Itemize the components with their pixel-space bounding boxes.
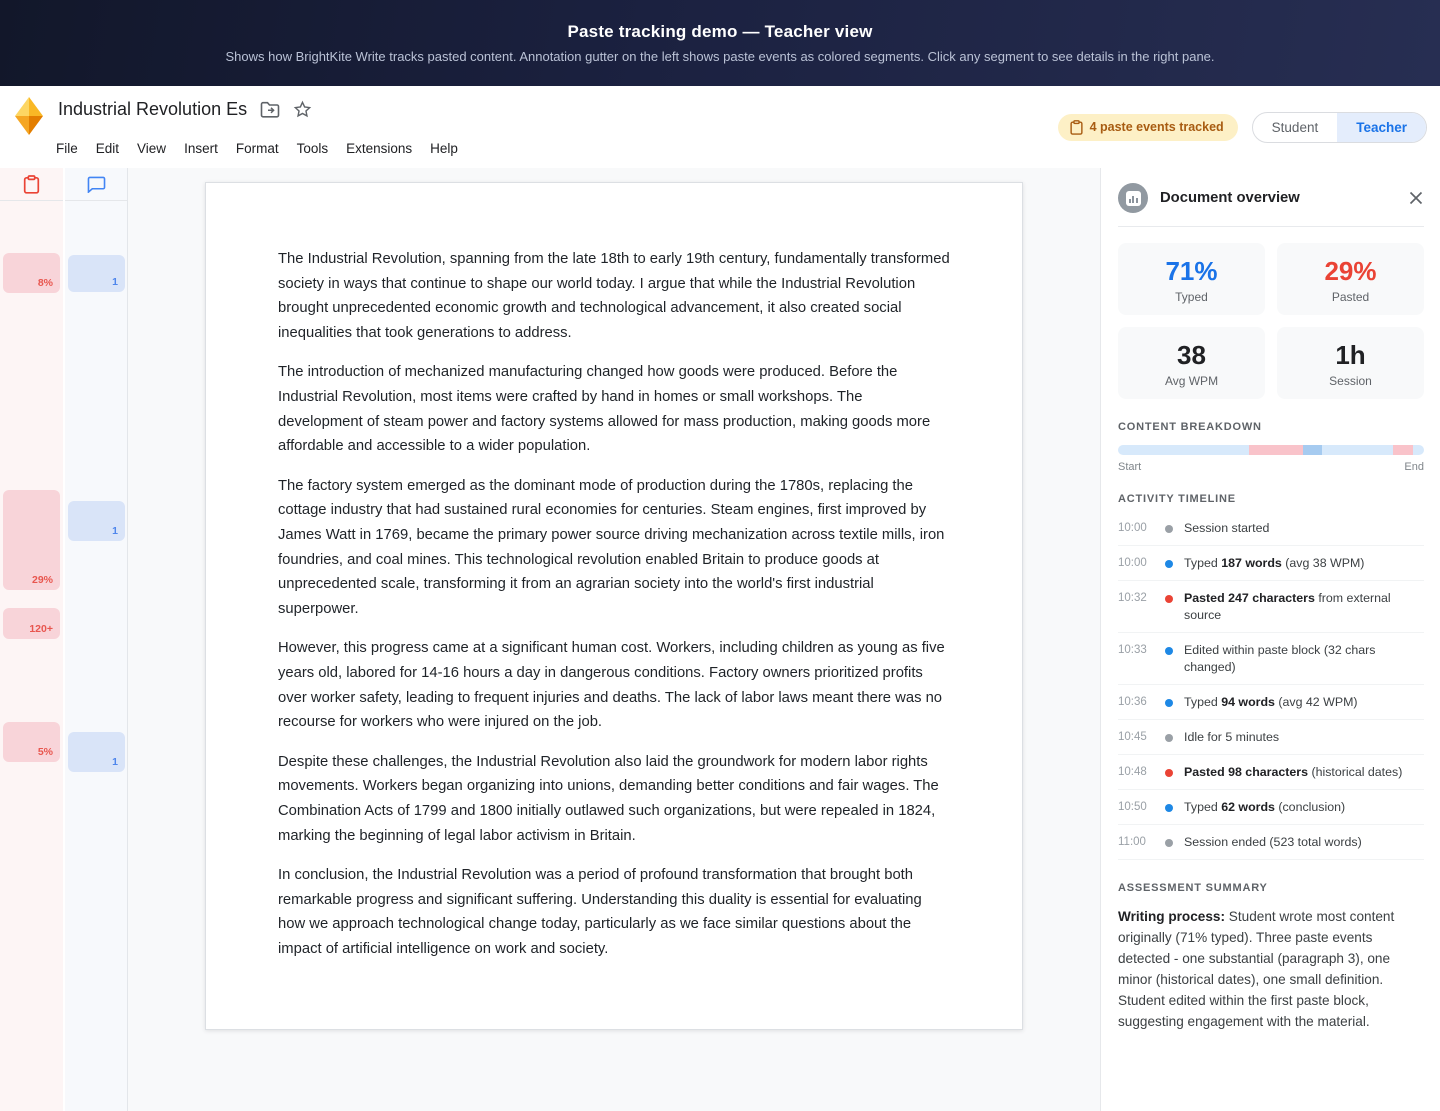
breakdown-segment-edited	[1303, 445, 1322, 455]
menu-view[interactable]: View	[137, 141, 167, 156]
timeline-row[interactable]: 10:50 Typed 62 words (conclusion)	[1118, 790, 1424, 825]
document-page[interactable]	[205, 182, 1023, 1030]
view-toggle	[1252, 112, 1427, 143]
content-breakdown-heading: CONTENT BREAKDOWN	[1118, 421, 1262, 433]
demo-banner	[0, 0, 1440, 86]
breakdown-segment-pasted	[1393, 445, 1413, 455]
event-dot	[1165, 647, 1173, 655]
paste-segment[interactable]: 29%	[3, 490, 60, 590]
menu-edit[interactable]: Edit	[95, 141, 120, 156]
comment-segment[interactable]: 1	[68, 255, 125, 292]
menu-file[interactable]: File	[56, 141, 78, 156]
timeline-row[interactable]: 10:00 Session started	[1118, 511, 1424, 546]
stat-session: 1h Session	[1277, 327, 1424, 399]
event-dot	[1165, 595, 1173, 603]
breakdown-segment-pasted	[1249, 445, 1304, 455]
timeline-row[interactable]: 10:45 Idle for 5 minutes	[1118, 720, 1424, 755]
essay-paragraph: However, this progress came at a significant human cost. Workers, including children as young as five years old, labored for 14-16 hours a day in dangerous conditions. Factory owners prioritized profits over worker safety, leading to frequent injuries and deaths. The lack of labor laws meant there was no recourse for workers who were injured on the job.	[278, 640, 945, 731]
stat-typed: 71% Typed	[1118, 243, 1265, 315]
essay-paragraph: In conclusion, the Industrial Revolution was a period of profound transformation that brought both remarkable progress and significant suffering. Understanding this duality is essential for evaluating how we approach technological change today, particularly as we face similar questions about the impact of artificial intelligence on work and society.	[278, 866, 922, 958]
event-dot	[1165, 769, 1173, 777]
assessment-summary-text: Writing process: Student wrote most content originally (71% typed). Three paste events detected - one substantial (paragraph 3), one minor (historical dates), one small definition. Student edited within the first paste block, suggesting engagement with the material.	[1118, 909, 1395, 1029]
move-folder-icon[interactable]	[260, 101, 280, 118]
banner-title: Paste tracking demo — Teacher view	[567, 22, 873, 41]
breakdown-segment-typed	[1118, 445, 1249, 455]
essay-paragraph: The Industrial Revolution, spanning from the late 18th to early 19th century, fundamentally transformed society in ways that continue to shape our world today. I argue that while the Industrial Revolution brought unprecedented economic growth and technological advancement, it also created social inequalities that took generations to address.	[278, 251, 950, 342]
event-dot	[1165, 525, 1173, 533]
annotation-gutter	[0, 168, 128, 1111]
paste-segment[interactable]: 5%	[3, 722, 60, 762]
timeline-row[interactable]: 11:00 Session ended (523 total words)	[1118, 825, 1424, 860]
paste-segment[interactable]: 120+	[3, 608, 60, 639]
menu-insert[interactable]: Insert	[184, 141, 218, 156]
menu-extensions[interactable]: Extensions	[346, 141, 413, 156]
comment-gutter-bubble-icon	[87, 176, 106, 193]
event-dot	[1165, 560, 1173, 568]
paste-segment[interactable]: 8%	[3, 253, 60, 293]
stats-grid	[1118, 243, 1424, 399]
app-header	[0, 86, 1440, 168]
comment-gutter-column	[65, 168, 127, 1111]
menu-tools[interactable]: Tools	[296, 141, 329, 156]
stat-pasted: 29% Pasted	[1277, 243, 1424, 315]
panel-title: Document overview	[1160, 190, 1300, 206]
timeline-row[interactable]: 10:33 Edited within paste block (32 chars changed)	[1118, 633, 1424, 685]
paste-events-badge-label: 4 paste events tracked	[1089, 120, 1224, 134]
essay-paragraph: The factory system emerged as the dominant mode of production during the 1780s, replacing the cottage industry that had sustained rural economies for centuries. Steam engines, first improved by James Watt in 1769, became the primary power source driving mechanization across textile mills, iron foundries, and coal mines. This technological revolution enabled Britain to produce goods at unprecedented scale, transforming it from an agrarian society into the world's first industrial superpower.	[278, 477, 945, 618]
banner-subtitle: Shows how BrightKite Write tracks pasted content. Annotation gutter on the left shows paste events as colored segments. Click any segment to see details in the right pane.	[225, 49, 1215, 64]
event-dot	[1165, 839, 1173, 847]
paste-gutter-clipboard-icon	[23, 175, 40, 194]
comment-segment[interactable]: 1	[68, 501, 125, 541]
toggle-student[interactable]: Student	[1271, 119, 1319, 135]
essay-paragraph: The introduction of mechanized manufacturing changed how goods were produced. Before the Industrial Revolution, most items were crafted by hand in homes or small workshops. The development of steam power and factory systems allowed for mass production, making goods more affordable and accessible to a wider population.	[278, 364, 931, 455]
menu-help[interactable]: Help	[430, 141, 458, 156]
comment-segment[interactable]: 1	[68, 732, 125, 772]
timeline-row[interactable]: 10:00 Typed 187 words (avg 38 WPM)	[1118, 546, 1424, 581]
paste-events-badge[interactable]	[1058, 114, 1238, 141]
document-canvas	[128, 168, 1100, 1111]
toggle-teacher[interactable]: Teacher	[1337, 113, 1426, 142]
content-breakdown-bar[interactable]	[1118, 445, 1424, 455]
document-title[interactable]: Industrial Revolution Es	[58, 99, 248, 119]
close-icon[interactable]	[1408, 190, 1424, 206]
breakdown-end-label: End	[1404, 461, 1424, 473]
timeline-row[interactable]: 10:48 Pasted 98 characters (historical dates)	[1118, 755, 1424, 790]
menu-format[interactable]: Format	[235, 141, 279, 156]
stat-avg-wpm: 38 Avg WPM	[1118, 327, 1265, 399]
timeline-row[interactable]: 10:36 Typed 94 words (avg 42 WPM)	[1118, 685, 1424, 720]
activity-timeline-heading: ACTIVITY TIMELINE	[1118, 493, 1236, 505]
app-logo-icon	[15, 97, 43, 140]
clipboard-icon	[1070, 120, 1083, 135]
breakdown-segment-typed	[1413, 445, 1424, 455]
paste-gutter-column	[0, 168, 63, 1111]
assessment-summary-heading: ASSESSMENT SUMMARY	[1118, 882, 1268, 894]
star-icon[interactable]	[293, 100, 312, 119]
overview-chart-icon	[1118, 183, 1148, 213]
breakdown-segment-typed	[1322, 445, 1393, 455]
event-dot	[1165, 734, 1173, 742]
essay-paragraph: Despite these challenges, the Industrial Revolution also laid the groundwork for modern labor rights movements. Workers began organizing into unions, demanding better conditions and fair wages. The Combination Acts of 1799 and 1800 initially outlawed such organizations, but were repealed in 1824, marking the beginning of legal labor activism in Britain.	[278, 753, 939, 844]
timeline-row[interactable]: 10:32 Pasted 247 characters from external source	[1118, 581, 1424, 633]
activity-timeline	[1118, 511, 1424, 860]
menu-bar	[47, 139, 467, 158]
document-overview-panel	[1100, 168, 1440, 1111]
breakdown-start-label: Start	[1118, 461, 1142, 473]
event-dot	[1165, 699, 1173, 707]
event-dot	[1165, 804, 1173, 812]
